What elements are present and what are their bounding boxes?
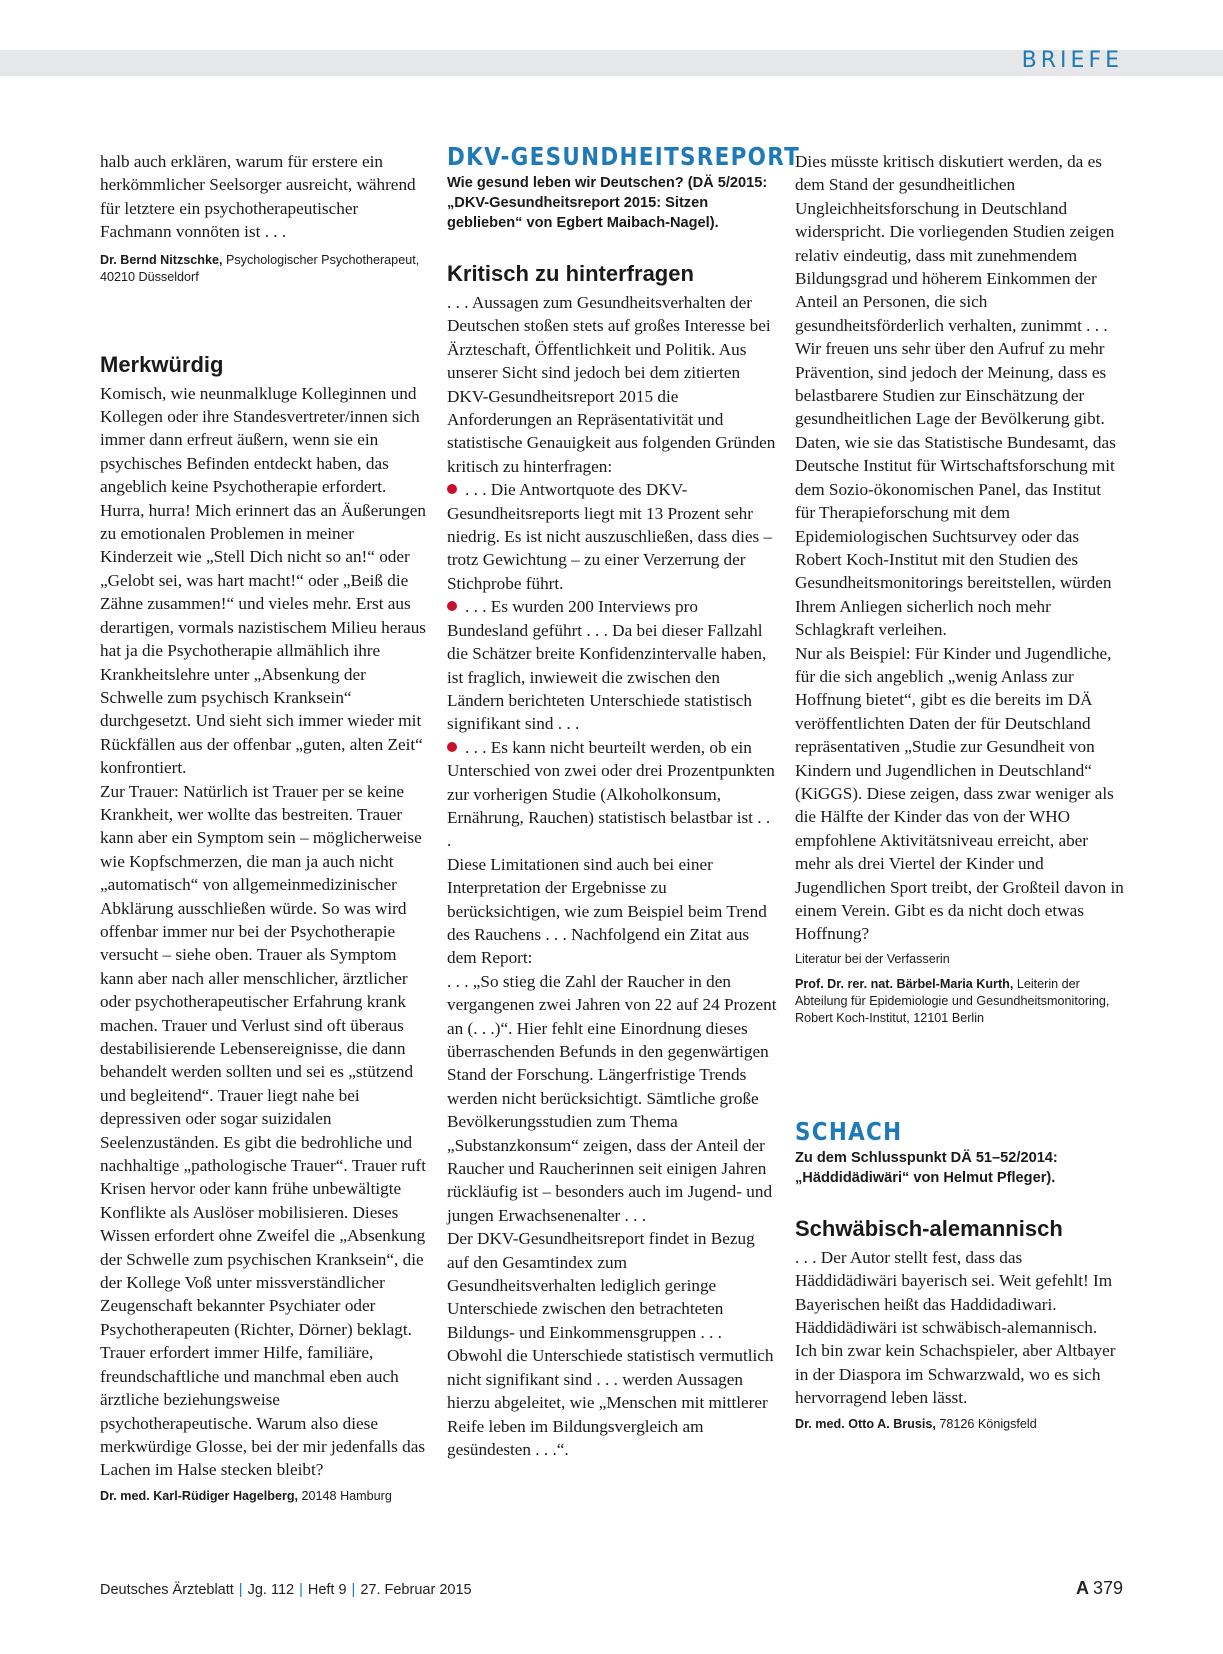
issue-date: 27. Februar 2015 (360, 1582, 472, 1598)
letter-paragraph: Zur Trauer: Natürlich ist Trauer per se keine Krankheit, wer wollte das bestreiten. Trauer kann aber ein Symptom sein – möglicherweise wie Kopfschmerzen, die man ja auch nicht „automatisch“ von allgemeinmedizinischer Abklärung ausschließen würde. So was wird offenbar immer nur bei der Psychotherapie versucht – siehe oben. Trauer als Symptom kann aber nach aller menschlicher, ärztlicher oder psychotherapeutischer Erfahrung krank machen. Trauer und Verlust sind oft überaus destabilisierende Lebensereignisse, die dann behandelt werden sollten und sei es „stützend und begleitend“. Trauer liegt nahe bei depressiven oder sogar suizidalen Seelenzuständen. Es gibt die bedrohliche und nachhaltige „pathologische Trauer“. Trauer ruft Krisen hervor oder kann frühe unbewältigte Konflikte als Auslöser mobilisieren. Dieses Wissen erfordert ohne Zweifel die „Absenkung der Schwelle zum psychischen Kranksein“, die der Kollege Voß unter missverständlicher Zeugenschaft bekannter Psychiater oder Psychotherapeuten (Richter, Dörner) beklagt. Trauer erfordert immer Hilfe, familiäre, freundschaftliche und manchmal eben auch ärztliche beziehungsweise psychotherapeutische. Warum also diese merkwürdige Glosse, bei der mir jedenfalls das Lachen im Halse stecken bleibt? (100, 781, 426, 1480)
journal-volume: Jg. 112 (247, 1582, 295, 1598)
bullet-item: . . . Es kann nicht beurteilt werden, ob ein Unterschied von zwei oder drei Prozentpunkten zur vorherigen Studie (Alkoholkonsum, Ernährung, Rauchen) statistisch belastbar ist . . . (447, 736, 777, 853)
author-details: Psychologischer Psychotherapeut, 40210 Düsseldorf (100, 252, 420, 284)
journal-name: Deutsches Ärzteblatt (100, 1582, 234, 1598)
letter-heading: Merkwürdig (100, 351, 224, 377)
letter-paragraph: Komisch, wie neunmalkluge Kolleginnen und Kollegen oder ihre Standesvertreter/innen sich immer dann erfreut äußern, wenn sie ein psychisches Befinden entdeckt haben, das angeblich keine Psychotherapie erfordert. Hurra, hurra! Mich erinnert das an Äußerungen zu emotionalen Problemen in meiner Kinderzeit wie „Stell Dich nicht so an!“ oder „Gelobt sei, was hart macht!“ oder „Beiß die Zähne zusammen!“ und vieles mehr. Erst aus derartigen, vormals nazistischem Milieu heraus hat ja die Psychotherapie allmählich ihre Krankheitslehre unter „Absenkung der Schwelle zum psychisch Kranksein“ durchgesetzt. Und sieht sich immer wieder mit Rückfällen aus der offenbar „guten, alten Zeit“ konfrontiert. (100, 383, 426, 778)
column-3 (795, 150, 1125, 1433)
letter-heading: Schwäbisch-alemannisch (795, 1215, 1063, 1241)
author-details: 20148 Hamburg (298, 1488, 392, 1503)
author-details: 78126 Königsfeld (935, 1416, 1037, 1431)
page-prefix: A (1075, 1578, 1089, 1598)
footer-separator: | (238, 1582, 243, 1598)
article-reference: Zu dem Schlusspunkt DÄ 51–52/2014: „Häddidädiwäri“ von Helmut Pfleger). (795, 1149, 1058, 1186)
letter-signature (795, 1416, 1125, 1433)
author-details: Leiterin der Abteilung für Epidemiologie und Gesundheitsmonitoring, Robert Koch-Institut, 12101 Berlin (795, 976, 1110, 1025)
bullet-item: . . . Es wurden 200 Interviews pro Bundesland geführt . . . Da bei dieser Fallzahl die Schätzer breite Konfidenzintervalle haben, ist fraglich, inwieweit die zwischen den Ländern berichteten Unterschiede statistisch signifikant sind . . . (447, 595, 777, 735)
author-name: Dr. med. Otto A. Brusis, (795, 1416, 936, 1431)
letter-paragraph: . . . Der Autor stellt fest, dass das Häddidädiwäri bayerisch sei. Weit gefehlt! Im Bayerischen heißt das Haddidadiwari. Häddidädiwäri ist schwäbisch-alemannisch. (795, 1247, 1113, 1338)
letter-paragraph: Diese Limitationen sind auch bei einer Interpretation der Ergebnisse zu berücksichtigen, wie zum Beispiel beim Trend des Rauchens . . . Nachfolgend ein Zitat aus dem Report: (447, 854, 767, 968)
page-number-value: 379 (1092, 1578, 1123, 1598)
article-reference: Wie gesund leben wir Deutschen? (DÄ 5/2015: „DKV-Gesundheitsreport 2015: Sitzen geblieben“ von Egbert Maibach-Nagel). (447, 175, 768, 231)
letter-paragraph: Dies müsste kritisch diskutiert werden, da es dem Stand der gesundheitlichen Ungleichheitsforschung in Deutschland widerspricht. Die vorliegenden Studien zeigen relativ eindeutig, dass mit zunehmendem Bildungsgrad und höherem Einkommen der Anteil an Personen, die sich gesundheitsförderlich verhalten, zunimmt . . . (795, 152, 1115, 335)
letter-heading: Kritisch zu hinterfragen (447, 261, 694, 286)
column-1 (100, 150, 430, 1505)
page-number (1076, 1578, 1123, 1599)
author-name: Prof. Dr. rer. nat. Bärbel-Maria Kurth, (795, 976, 1014, 991)
letter-continuation: halb auch erklären, warum für erstere ein herkömmlicher Seelsorger ausreicht, während für letztere ein psychotherapeutischer Fachmann vonnöten ist . . . (100, 152, 416, 242)
page-footer (100, 1582, 472, 1598)
topic-heading: SCHACH (795, 1116, 903, 1146)
letter-paragraph: Der DKV-Gesundheitsreport findet in Bezug auf den Gesamtindex zum Gesundheitsverhalten lediglich geringe Unterschiede zwischen den betrachteten Bildungs- und Einkommensgruppen . . . Obwohl die Unterschiede statistisch vermutlich nicht signifikant sind . . . werden Aussagen hierzu abgeleitet, wie „Menschen mit mittlerer Reife leben im Bildungsvergleich am gesündesten . . .“. (447, 1229, 774, 1459)
letter-signature (795, 976, 1125, 1027)
bullet-item: . . . Die Antwortquote des DKV-Gesundheitsreports liegt mit 13 Prozent sehr niedrig. Es ist nicht auszuschließen, dass dies – trotz Gewichtung – zu einer Verzerrung der Stichprobe führt. (447, 478, 777, 595)
letter-signature (100, 1488, 430, 1505)
footer-separator: | (299, 1582, 303, 1598)
letter-paragraph: . . . „So stieg die Zahl der Raucher in den vergangenen zwei Jahren von 22 auf 24 Prozent an (. . .)“. Hier fehlt eine Einordnung dieses überraschenden Befunds in den gegenwärtigen Stand der Forschung. Längerfristige Trends werden nicht berücksichtigt. Sämtliche große Bevölkerungsstudien zum Thema „Substanzkonsum“ zeigen, dass der Anteil der Raucher und Raucherinnen seit einigen Jahren rückläufig ist – besonders auch im Jugend- und jungen Erwachsenenalter . . . (447, 971, 777, 1225)
literature-note: Literatur bei der Verfasserin (795, 951, 950, 966)
letter-signature (100, 252, 430, 286)
column-2 (447, 142, 801, 1461)
footer-separator: | (351, 1582, 356, 1598)
topic-heading: DKV-GESUNDHEITSREPORT (447, 142, 801, 171)
letter-paragraph: . . . Aussagen zum Gesundheitsverhalten der Deutschen stoßen stets auf großes Interesse bei Ärzteschaft, Öffentlichkeit und Politik. Aus unserer Sicht sind jedoch bei dem zitierten DKV-Gesundheitsreport 2015 die Anforderungen an Repräsentativität und statistische Genauigkeit aus folgenden Gründen kritisch zu hinterfragen: (447, 293, 776, 476)
author-name: Dr. med. Karl-Rüdiger Hagelberg, (100, 1488, 299, 1503)
journal-issue: Heft 9 (307, 1582, 347, 1598)
author-name: Dr. Bernd Nitzschke, (100, 252, 223, 267)
section-label: BRIEFE (1021, 48, 1123, 73)
letter-paragraph: Ich bin zwar kein Schachspieler, aber Altbayer in der Diaspora im Schwarzwald, wo es sich hervorragend leben lässt. (795, 1341, 1116, 1408)
letter-paragraph: Nur als Beispiel: Für Kinder und Jugendliche, für die sich angeblich „wenig Anlass zur Hoffnung bietet“, gibt es die bereits im DÄ veröffentlichten Daten der für Deutschland repräsentativen „Studie zur Gesundheit von Kindern und Jugendlichen in Deutschland“ (KiGGS). Diese zeigen, dass zwar weniger als die Hälfte der Kinder das von der WHO empfohlene Aktivitätsniveau erreicht, aber mehr als drei Viertel der Kinder und Jugendlichen Sport treibt, der Großteil davon in einem Verein. Gibt es da nicht doch etwas Hoffnung? (795, 643, 1124, 944)
letter-paragraph: Wir freuen uns sehr über den Aufruf zu mehr Prävention, sind jedoch der Meinung, dass es belastbarere Studien zur Einschätzung der gesundheitlichen Lage der Bevölkerung gibt. Daten, wie sie das Statistische Bundesamt, das Deutsche Institut für Wirtschaftsforschung mit dem Sozio-ökonomischen Panel, das Institut für Therapieforschung mit dem Epidemiologischen Suchtsurvey oder das Robert Koch-Institut mit den Studien des Gesundheitsmonitorings bereitstellen, würden Ihrem Anliegen sicherlich noch mehr Schlagkraft verleihen. (795, 339, 1116, 640)
